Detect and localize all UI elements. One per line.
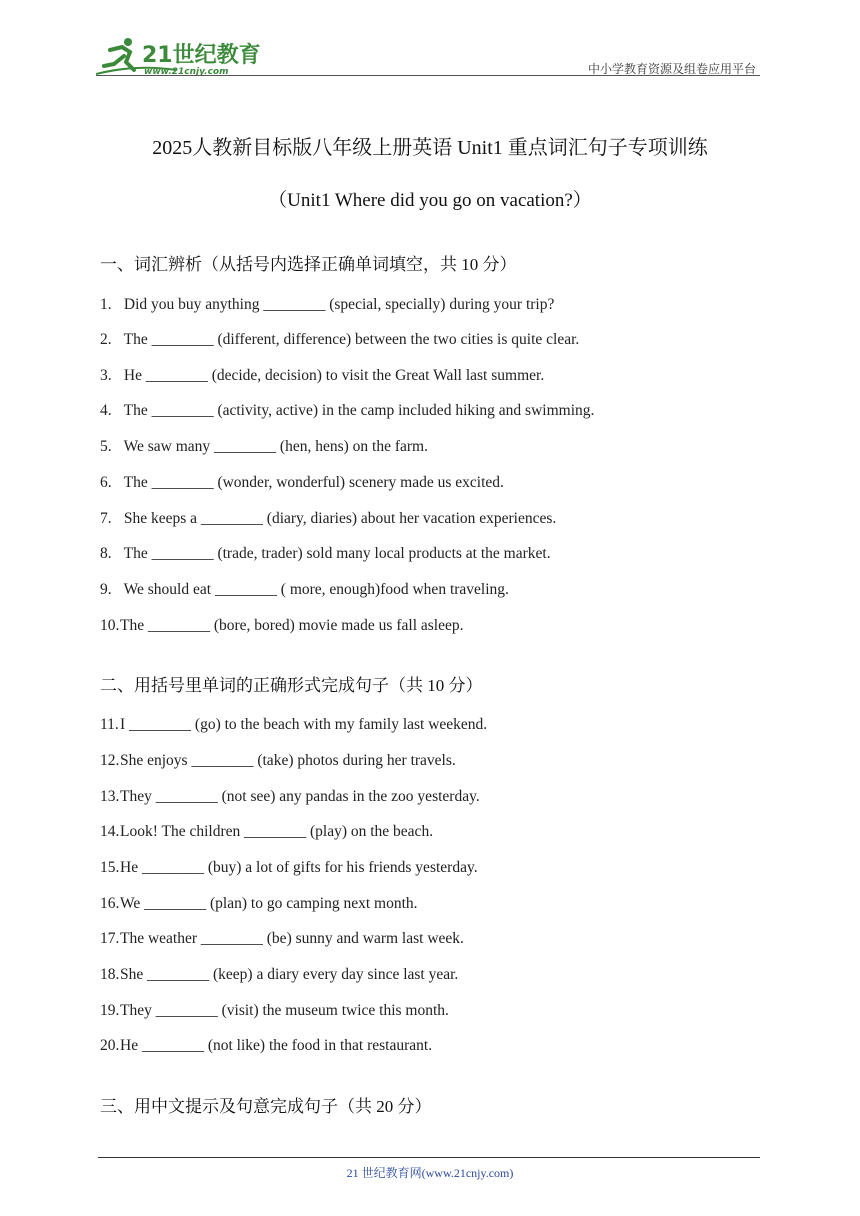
section-heading: 三、用中文提示及句意完成句子（共 20 分） — [100, 1097, 432, 1116]
page-subtitle: （Unit1 Where did you go on vacation?） — [268, 190, 592, 211]
page-header — [96, 34, 760, 78]
question-item: 13.They ________ (not see) any pandas in the zoo yesterday. — [100, 788, 480, 805]
page-title: 2025人教新目标版八年级上册英语 Unit1 重点词汇句子专项训练 — [152, 137, 708, 159]
question-item: 10.The ________ (bore, bored) movie made us fall asleep. — [100, 617, 464, 634]
svg-text:www.21cnjy.com: www.21cnjy.com — [144, 67, 229, 76]
question-item: 11.I ________ (go) to the beach with my family last weekend. — [100, 716, 488, 733]
logo-21cnjy — [96, 34, 266, 76]
section-heading: 二、用括号里单词的正确形式完成句子（共 10 分） — [100, 676, 483, 695]
question-item: 9. We should eat ________ ( more, enough)food when traveling. — [100, 581, 509, 598]
page-footer: 21 世纪教育网(www.21cnjy.com) — [346, 1166, 514, 1180]
question-item: 2. The ________ (different, difference) between the two cities is quite clear. — [100, 331, 580, 348]
question-item: 18.She ________ (keep) a diary every day since last year. — [100, 966, 459, 983]
question-item: 14.Look! The children ________ (play) on the beach. — [100, 823, 434, 840]
question-item: 19.They ________ (visit) the museum twice this month. — [100, 1002, 449, 1019]
svg-text:21世纪教育: 21世纪教育 — [142, 43, 261, 68]
question-item: 16.We ________ (plan) to go camping next month. — [100, 895, 418, 912]
header-divider — [96, 75, 760, 76]
question-item: 8. The ________ (trade, trader) sold many local products at the market. — [100, 545, 551, 562]
question-item: 1. Did you buy anything ________ (special, specially) during your trip? — [100, 296, 555, 313]
question-item: 7. She keeps a ________ (diary, diaries) about her vacation experiences. — [100, 510, 557, 527]
question-item: 5. We saw many ________ (hen, hens) on the farm. — [100, 438, 428, 455]
question-item: 4. The ________ (activity, active) in the camp included hiking and swimming. — [100, 402, 595, 419]
footer-divider — [98, 1157, 760, 1158]
question-item: 3. He ________ (decide, decision) to visit the Great Wall last summer. — [100, 367, 545, 384]
platform-name: 中小学教育资源及组卷应用平台 — [587, 62, 756, 76]
question-item: 15.He ________ (buy) a lot of gifts for his friends yesterday. — [100, 859, 478, 876]
question-item: 6. The ________ (wonder, wonderful) scenery made us excited. — [100, 474, 504, 491]
question-item: 20.He ________ (not like) the food in that restaurant. — [100, 1037, 433, 1054]
question-item: 17.The weather ________ (be) sunny and warm last week. — [100, 930, 464, 947]
question-item: 12.She enjoys ________ (take) photos during her travels. — [100, 752, 456, 769]
section-heading: 一、词汇辨析（从括号内选择正确单词填空，共 10 分） — [100, 255, 517, 274]
